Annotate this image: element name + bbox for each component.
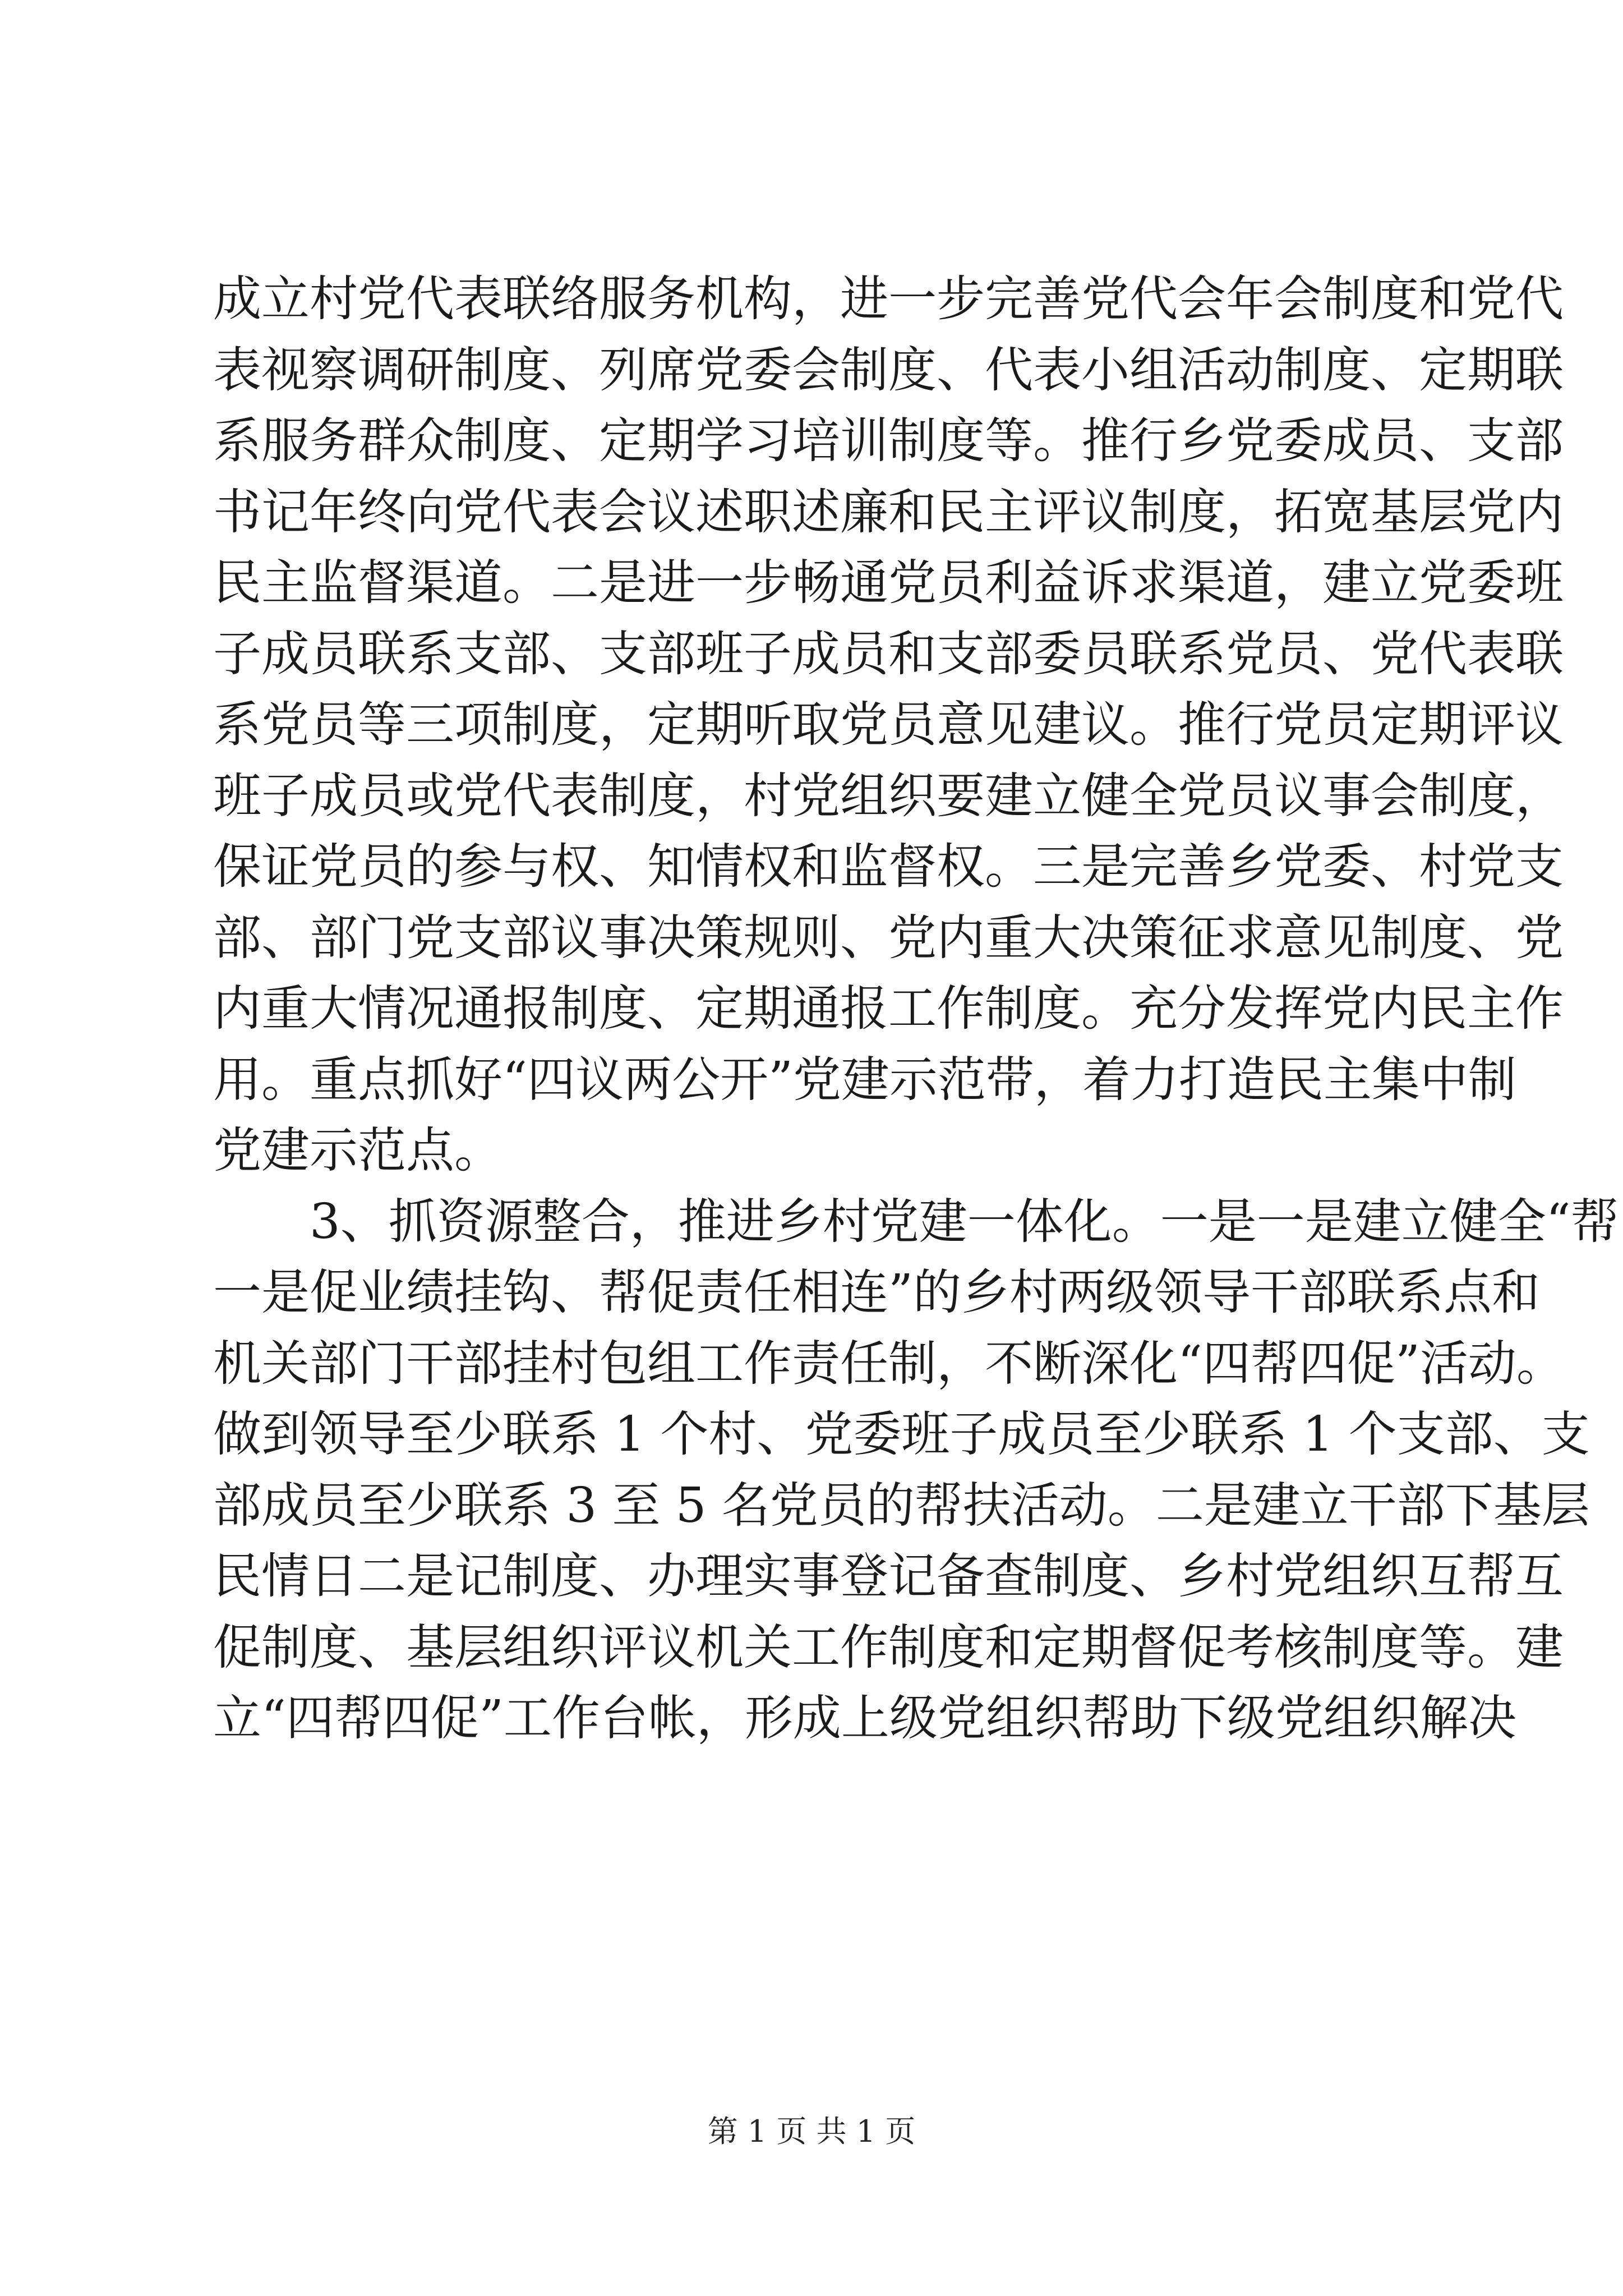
page-footer (0, 2112, 1623, 2151)
text-line: 民情日二是记制度、办理实事登记备查制度、乡村党组织互帮互 (213, 1548, 1564, 1604)
page-number-label: 第 1 页 共 1 页 (707, 2114, 916, 2149)
document-body (213, 264, 1619, 1754)
text-line: 3、抓资源整合，推进乡村党建一体化。一是一是建立健全“帮 (213, 1193, 1619, 1250)
text-line: 内重大情况通报制度、定期通报工作制度。充分发挥党内民主作 (213, 981, 1564, 1037)
text-line: 书记年终向党代表会议述职述廉和民主评议制度，拓宽基层党内 (213, 484, 1564, 540)
text-line: 保证党员的参与权、知情权和监督权。三是完善乡党委、村党支 (213, 839, 1564, 895)
text-line: 系党员等三项制度，定期听取党员意见建议。推行党员定期评议 (213, 697, 1564, 753)
text-line: 子成员联系支部、支部班子成员和支部委员联系党员、党代表联 (213, 625, 1564, 682)
text-line: 促制度、基层组织评议机关工作制度和定期督促考核制度等。建 (213, 1619, 1564, 1676)
text-line: 班子成员或党代表制度，村党组织要建立健全党员议事会制度， (213, 767, 1564, 824)
text-line: 表视察调研制度、列席党委会制度、代表小组活动制度、定期联 (213, 342, 1564, 398)
text-line: 民主监督渠道。二是进一步畅通党员利益诉求渠道，建立党委班 (213, 555, 1564, 611)
text-line: 用。重点抓好“四议两公开”党建示范带，着力打造民主集中制 (213, 1051, 1516, 1108)
text-line: 党建示范点。 (213, 1122, 502, 1179)
text-line: 一是促业绩挂钩、帮促责任相连”的乡村两级领导干部联系点和 (213, 1264, 1540, 1320)
text-line: 系服务群众制度、定期学习培训制度等。推行乡党委成员、支部 (213, 413, 1564, 469)
text-line: 成立村党代表联络服务机构，进一步完善党代会年会制度和党代 (213, 271, 1564, 327)
text-line: 部、部门党支部议事决策规则、党内重大决策征求意见制度、党 (213, 909, 1564, 966)
text-line: 部成员至少联系 3 至 5 名党员的帮扶活动。二是建立干部下基层 (213, 1477, 1590, 1534)
text-line: 立“四帮四促”工作台帐，形成上级党组织帮助下级党组织解决 (213, 1690, 1516, 1746)
text-line: 机关部门干部挂村包组工作责任制，不断深化“四帮四促”活动。 (213, 1335, 1565, 1392)
text-line: 做到领导至少联系 1 个村、党委班子成员至少联系 1 个支部、支 (213, 1406, 1590, 1462)
